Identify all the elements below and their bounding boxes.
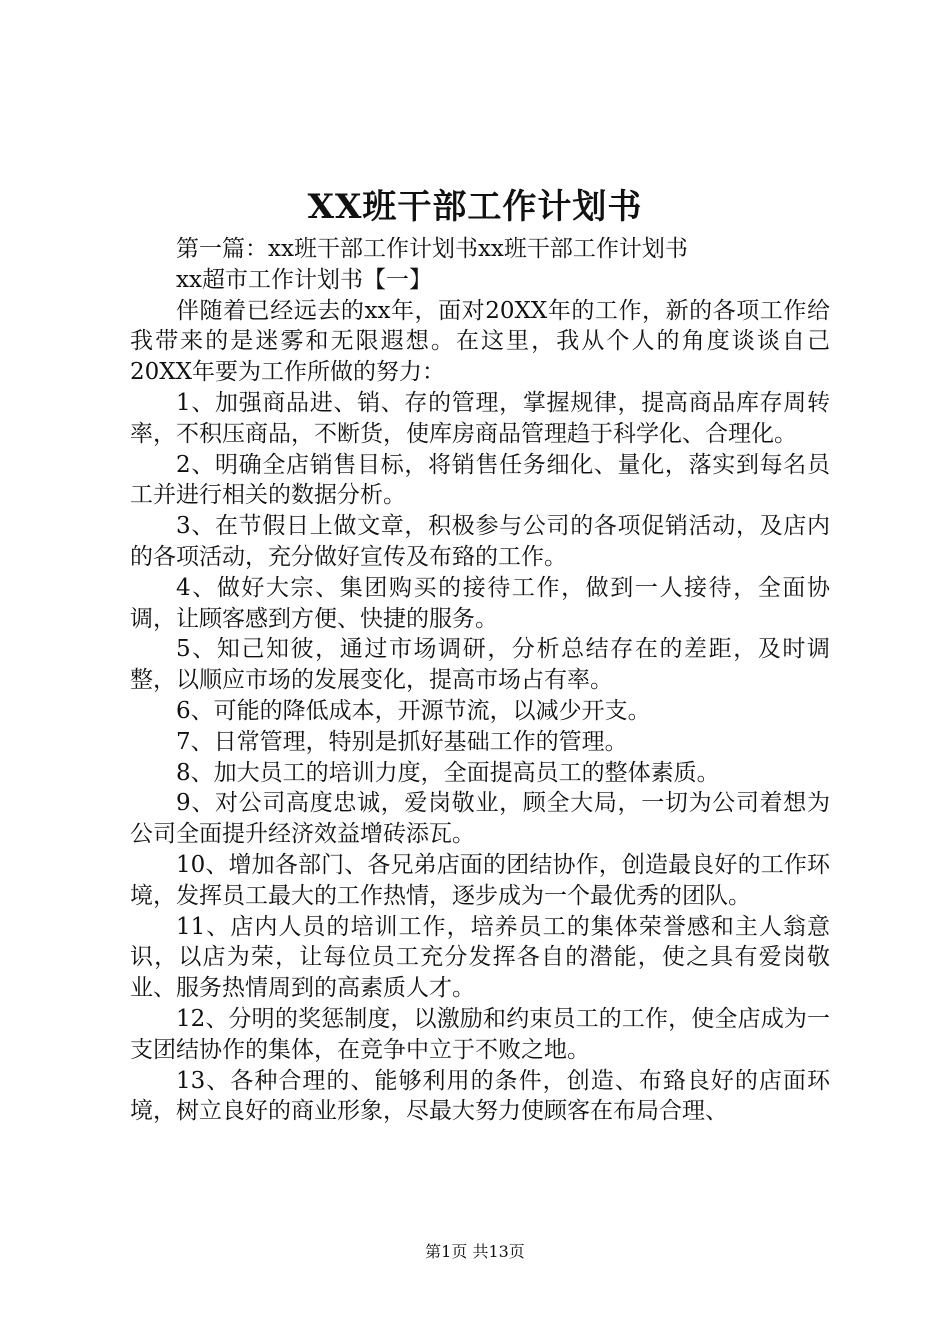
list-item-11: 11、店内人员的培训工作，培养员工的集体荣誉感和主人翁意识，以店为荣，让每位员工充分发挥各自的潜能，使之具有爱岗敬业、服务热情周到的高素质人才。 (130, 913, 830, 1002)
list-item-9: 9、对公司高度忠诚，爱岗敬业，顾全大局，一切为公司着想为公司全面提升经济效益增砖添瓦。 (130, 790, 830, 848)
page-footer: 第1页 共13页 (425, 1242, 525, 1261)
list-item-10: 10、增加各部门、各兄弟店面的团结协作，创造最良好的工作环境，发挥员工最大的工作热情，逐步成为一个最优秀的团队。 (130, 851, 830, 909)
list-item-6: 6、可能的降低成本，开源节流，以减少开支。 (176, 697, 651, 724)
section-heading: xx超市工作计划书【一】 (176, 266, 432, 293)
list-item-5: 5、知己知彼，通过市场调研，分析总结存在的差距，及时调整，以顺应市场的发展变化，提高市场占有率。 (130, 636, 830, 694)
list-item-3: 3、在节假日上做文章，积极参与公司的各项促销活动，及店内的各项活动，充分做好宣传及布臵的工作。 (130, 513, 830, 570)
list-item-2: 2、明确全店销售目标，将销售任务细化、量化，落实到每名员工并进行相关的数据分析。 (130, 451, 830, 509)
list-item-12: 12、分明的奖惩制度，以激励和约束员工的工作，使全店成为一支团结协作的集体，在竞争中立于不败之地。 (130, 1005, 830, 1063)
chapter-heading: 第一篇：xx班干部工作计划书xx班干部工作计划书 (176, 236, 688, 262)
list-item-8: 8、加大员工的培训力度，全面提高员工的整体素质。 (176, 759, 720, 786)
list-item-1: 1、加强商品进、销、存的管理，掌握规律，提高商品库存周转率，不积压商品，不断货，使库房商品管理趋于科学化、合理化。 (130, 389, 830, 447)
document-body (130, 234, 830, 1127)
list-item-7: 7、日常管理，特别是抓好基础工作的管理。 (176, 728, 628, 755)
paragraph-intro: 伴随着已经远去的xx年，面对20XX年的工作，新的各项工作给我带来的是迷雾和无限遐想。在这里，我从个人的角度谈谈自己20XX年要为工作所做的努力： (130, 297, 830, 386)
list-item-13: 13、各种合理的、能够利用的条件，创造、布臵良好的店面环境，树立良好的商业形象，尽最大努力使顾客在布局合理、 (130, 1067, 830, 1125)
page-title: XX班干部工作计划书 (307, 187, 643, 227)
list-item-4: 4、做好大宗、集团购买的接待工作，做到一人接待，全面协调，让顾客感到方便、快捷的服务。 (130, 574, 830, 632)
